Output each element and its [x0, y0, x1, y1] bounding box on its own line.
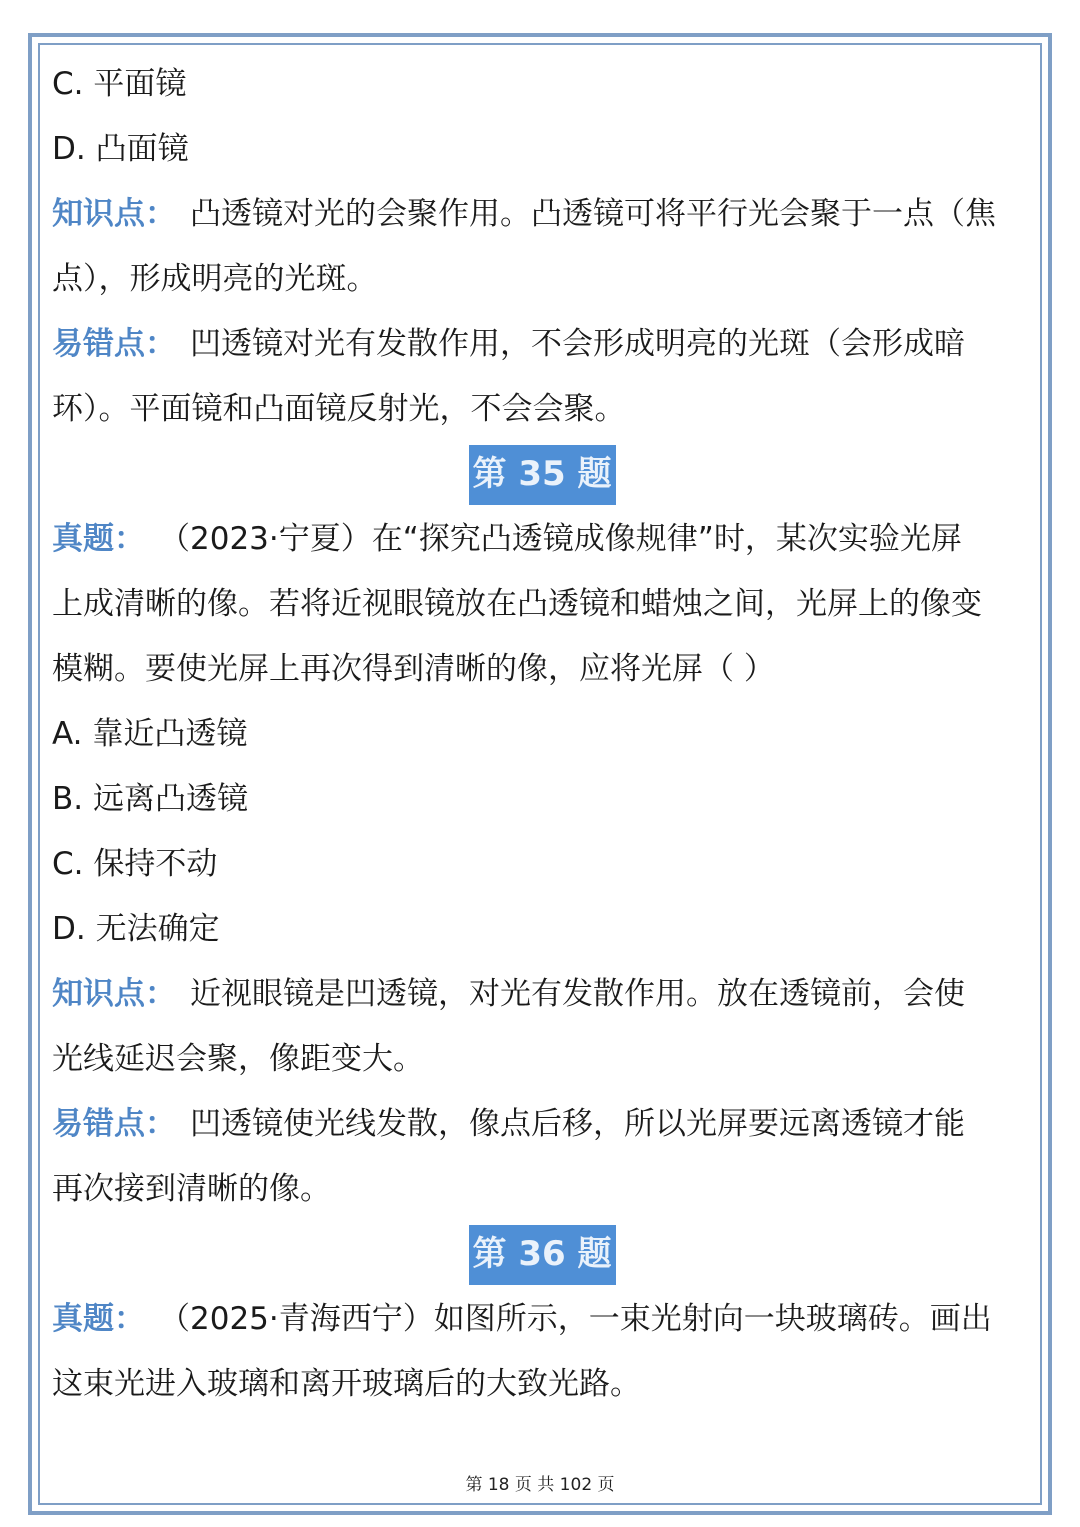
error-point-line: 易错点： 凹透镜使光线发散，像点后移，所以光屏要远离透镜才能: [52, 1106, 965, 1142]
page-footer: 第 18 页 共 102 页: [465, 1475, 615, 1495]
question-36-heading: [52, 1222, 1032, 1287]
knowledge-point-label: 知识点：: [52, 976, 176, 1012]
option-a-line: A. 靠近凸透镜: [52, 716, 248, 752]
option-c-line: C. 平面镜: [52, 66, 187, 102]
text-line: 点），形成明亮的光斑。: [52, 261, 378, 297]
text-line: 上成清晰的像。若将近视眼镜放在凸透镜和蜡烛之间，光屏上的像变: [52, 586, 982, 622]
question-35-heading: [52, 442, 1032, 507]
error-point-label: 易错点：: [52, 326, 176, 362]
real-question-line: 真题： （2023·宁夏）在“探究凸透镜成像规律”时，某次实验光屏: [52, 521, 962, 557]
knowledge-point-line: 知识点： 近视眼镜是凹透镜，对光有发散作用。放在透镜前，会使: [52, 976, 965, 1012]
text-line: 再次接到清晰的像。: [52, 1171, 331, 1207]
option-c-line: C. 保持不动: [52, 846, 218, 882]
knowledge-point-line: 知识点： 凸透镜对光的会聚作用。凸透镜可将平行光会聚于一点（焦: [52, 196, 996, 232]
text-line: 环）。平面镜和凸面镜反射光，不会会聚。: [52, 391, 626, 427]
error-point-label: 易错点：: [52, 1106, 176, 1142]
page-content: [52, 52, 1032, 1417]
text-line: 光线延迟会聚，像距变大。: [52, 1041, 424, 1077]
text-line: 模糊。要使光屏上再次得到清晰的像，应将光屏（ ）: [52, 651, 775, 687]
error-point-line: 易错点： 凹透镜对光有发散作用，不会形成明亮的光斑（会形成暗: [52, 326, 965, 362]
real-question-line: 真题： （2025·青海西宁）如图所示，一束光射向一块玻璃砖。画出: [52, 1301, 992, 1337]
option-d-line: D. 无法确定: [52, 911, 220, 947]
knowledge-point-label: 知识点：: [52, 196, 176, 232]
real-question-label: 真题：: [52, 521, 145, 557]
question-title: 第 36 题: [469, 1225, 616, 1285]
real-question-label: 真题：: [52, 1301, 145, 1337]
text-line: 这束光进入玻璃和离开玻璃后的大致光路。: [52, 1366, 641, 1402]
option-b-line: B. 远离凸透镜: [52, 781, 248, 817]
option-d-line: D. 凸面镜: [52, 131, 189, 167]
question-title: 第 35 题: [469, 445, 616, 505]
